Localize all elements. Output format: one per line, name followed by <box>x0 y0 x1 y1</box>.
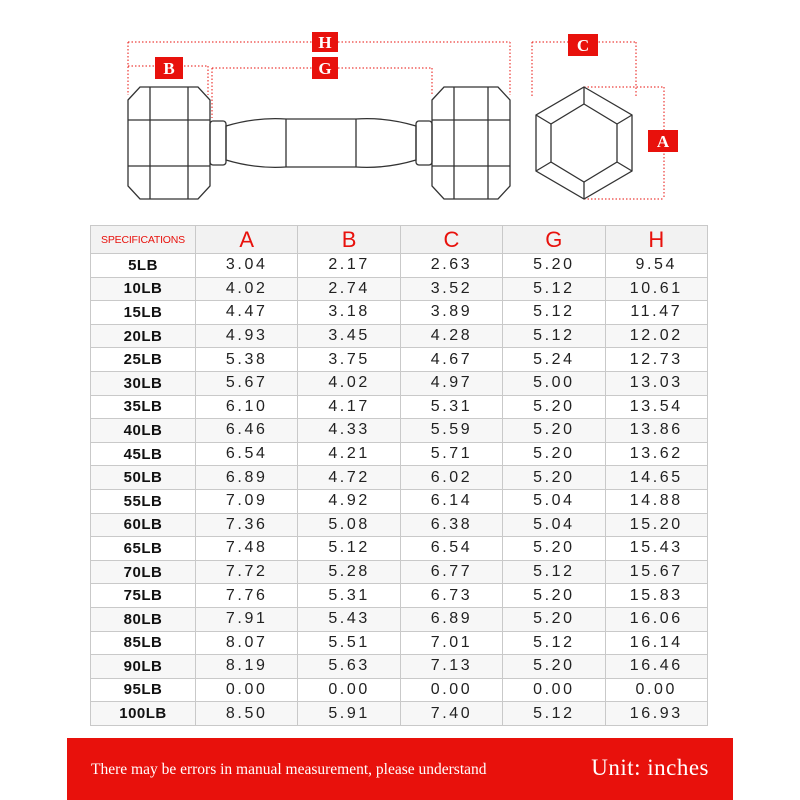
value-cell-h: 14.65 <box>605 466 707 490</box>
value-cell-a: 6.10 <box>196 395 298 419</box>
value-cell-c: 6.73 <box>400 584 502 608</box>
weight-cell: 65LB <box>91 537 196 561</box>
table-row <box>91 395 708 419</box>
value-cell-b: 4.33 <box>298 419 400 443</box>
weight-cell: 85LB <box>91 631 196 655</box>
value-cell-b: 5.28 <box>298 560 400 584</box>
dumbbell-handle <box>210 119 432 168</box>
svg-text:G: G <box>318 59 332 78</box>
value-cell-b: 2.74 <box>298 277 400 301</box>
value-cell-a: 7.76 <box>196 584 298 608</box>
value-cell-a: 3.04 <box>196 254 298 278</box>
value-cell-c: 7.40 <box>400 702 502 726</box>
table-row <box>91 254 708 278</box>
value-cell-h: 9.54 <box>605 254 707 278</box>
value-cell-c: 7.13 <box>400 655 502 679</box>
column-header-c: C <box>400 226 502 254</box>
table-row <box>91 655 708 679</box>
value-cell-g: 5.20 <box>503 442 605 466</box>
table-row <box>91 277 708 301</box>
column-header-g: G <box>503 226 605 254</box>
table-row <box>91 301 708 325</box>
value-cell-h: 16.46 <box>605 655 707 679</box>
value-cell-a: 7.91 <box>196 607 298 631</box>
svg-text:H: H <box>318 33 332 52</box>
table-row <box>91 419 708 443</box>
value-cell-a: 6.46 <box>196 419 298 443</box>
table-row <box>91 324 708 348</box>
value-cell-h: 12.73 <box>605 348 707 372</box>
table-row <box>91 537 708 561</box>
value-cell-b: 4.17 <box>298 395 400 419</box>
value-cell-c: 5.71 <box>400 442 502 466</box>
value-cell-b: 0.00 <box>298 678 400 702</box>
column-header-b: B <box>298 226 400 254</box>
value-cell-g: 5.20 <box>503 537 605 561</box>
value-cell-g: 5.12 <box>503 560 605 584</box>
value-cell-h: 16.06 <box>605 607 707 631</box>
value-cell-g: 5.04 <box>503 489 605 513</box>
value-cell-h: 0.00 <box>605 678 707 702</box>
weight-cell: 10LB <box>91 277 196 301</box>
weight-cell: 30LB <box>91 371 196 395</box>
specifications-header: SPECIFICATIONS <box>91 226 196 254</box>
value-cell-a: 5.38 <box>196 348 298 372</box>
value-cell-c: 5.59 <box>400 419 502 443</box>
value-cell-a: 8.50 <box>196 702 298 726</box>
label-tag-a <box>648 130 678 152</box>
value-cell-a: 4.02 <box>196 277 298 301</box>
table-row <box>91 513 708 537</box>
value-cell-b: 5.63 <box>298 655 400 679</box>
value-cell-g: 5.00 <box>503 371 605 395</box>
value-cell-a: 5.67 <box>196 371 298 395</box>
value-cell-g: 0.00 <box>503 678 605 702</box>
value-cell-a: 4.93 <box>196 324 298 348</box>
value-cell-h: 15.83 <box>605 584 707 608</box>
dumbbell-diagram <box>0 0 800 215</box>
svg-text:C: C <box>576 36 590 55</box>
weight-cell: 80LB <box>91 607 196 631</box>
value-cell-g: 5.20 <box>503 466 605 490</box>
value-cell-c: 6.14 <box>400 489 502 513</box>
value-cell-b: 5.43 <box>298 607 400 631</box>
value-cell-a: 0.00 <box>196 678 298 702</box>
value-cell-b: 2.17 <box>298 254 400 278</box>
value-cell-b: 3.18 <box>298 301 400 325</box>
right-dumbbell-head <box>432 87 510 199</box>
value-cell-b: 5.51 <box>298 631 400 655</box>
value-cell-h: 15.20 <box>605 513 707 537</box>
value-cell-a: 7.48 <box>196 537 298 561</box>
weight-cell: 90LB <box>91 655 196 679</box>
value-cell-g: 5.20 <box>503 607 605 631</box>
value-cell-h: 10.61 <box>605 277 707 301</box>
left-dumbbell-head <box>128 87 210 199</box>
value-cell-b: 4.02 <box>298 371 400 395</box>
table-row <box>91 466 708 490</box>
value-cell-g: 5.12 <box>503 301 605 325</box>
value-cell-g: 5.12 <box>503 631 605 655</box>
table-row <box>91 489 708 513</box>
value-cell-a: 7.09 <box>196 489 298 513</box>
value-cell-h: 13.86 <box>605 419 707 443</box>
value-cell-g: 5.20 <box>503 395 605 419</box>
value-cell-g: 5.12 <box>503 702 605 726</box>
table-row <box>91 584 708 608</box>
label-tag-b <box>155 57 183 79</box>
value-cell-c: 3.89 <box>400 301 502 325</box>
hex-end-view <box>536 87 632 199</box>
value-cell-b: 4.92 <box>298 489 400 513</box>
value-cell-c: 4.97 <box>400 371 502 395</box>
value-cell-h: 15.43 <box>605 537 707 561</box>
value-cell-c: 3.52 <box>400 277 502 301</box>
table-body <box>91 254 708 726</box>
weight-cell: 50LB <box>91 466 196 490</box>
value-cell-g: 5.20 <box>503 254 605 278</box>
value-cell-g: 5.20 <box>503 584 605 608</box>
value-cell-h: 13.62 <box>605 442 707 466</box>
unit-label: Unit: inches <box>591 755 709 780</box>
value-cell-c: 4.28 <box>400 324 502 348</box>
value-cell-b: 5.31 <box>298 584 400 608</box>
value-cell-g: 5.12 <box>503 324 605 348</box>
weight-cell: 45LB <box>91 442 196 466</box>
table-row <box>91 678 708 702</box>
value-cell-c: 6.38 <box>400 513 502 537</box>
specifications-table <box>90 225 708 726</box>
svg-text:A: A <box>656 132 670 151</box>
value-cell-a: 8.07 <box>196 631 298 655</box>
label-tag-h <box>312 32 338 52</box>
value-cell-h: 12.02 <box>605 324 707 348</box>
weight-cell: 40LB <box>91 419 196 443</box>
weight-cell: 100LB <box>91 702 196 726</box>
weight-cell: 55LB <box>91 489 196 513</box>
label-tag-c <box>568 34 598 56</box>
table-row <box>91 607 708 631</box>
value-cell-h: 16.93 <box>605 702 707 726</box>
weight-cell: 15LB <box>91 301 196 325</box>
value-cell-h: 13.03 <box>605 371 707 395</box>
weight-cell: 60LB <box>91 513 196 537</box>
svg-text:B: B <box>163 59 175 78</box>
value-cell-c: 6.02 <box>400 466 502 490</box>
value-cell-b: 5.08 <box>298 513 400 537</box>
table-header-row <box>91 226 708 254</box>
table-row <box>91 631 708 655</box>
value-cell-a: 7.36 <box>196 513 298 537</box>
column-header-a: A <box>196 226 298 254</box>
value-cell-h: 14.88 <box>605 489 707 513</box>
value-cell-c: 0.00 <box>400 678 502 702</box>
footer-banner <box>67 738 733 800</box>
value-cell-a: 6.54 <box>196 442 298 466</box>
value-cell-g: 5.04 <box>503 513 605 537</box>
weight-cell: 5LB <box>91 254 196 278</box>
value-cell-g: 5.24 <box>503 348 605 372</box>
value-cell-g: 5.20 <box>503 655 605 679</box>
value-cell-b: 3.75 <box>298 348 400 372</box>
value-cell-c: 4.67 <box>400 348 502 372</box>
value-cell-b: 3.45 <box>298 324 400 348</box>
value-cell-b: 4.21 <box>298 442 400 466</box>
value-cell-c: 6.89 <box>400 607 502 631</box>
weight-cell: 25LB <box>91 348 196 372</box>
value-cell-h: 11.47 <box>605 301 707 325</box>
measurement-disclaimer: There may be errors in manual measurement, please understand <box>91 761 487 778</box>
value-cell-a: 8.19 <box>196 655 298 679</box>
weight-cell: 95LB <box>91 678 196 702</box>
value-cell-h: 13.54 <box>605 395 707 419</box>
value-cell-g: 5.20 <box>503 419 605 443</box>
value-cell-b: 5.12 <box>298 537 400 561</box>
table-row <box>91 442 708 466</box>
value-cell-a: 6.89 <box>196 466 298 490</box>
value-cell-a: 7.72 <box>196 560 298 584</box>
value-cell-c: 2.63 <box>400 254 502 278</box>
value-cell-c: 5.31 <box>400 395 502 419</box>
value-cell-c: 7.01 <box>400 631 502 655</box>
table-row <box>91 560 708 584</box>
value-cell-b: 5.91 <box>298 702 400 726</box>
column-header-h: H <box>605 226 707 254</box>
label-tag-g <box>312 57 338 79</box>
weight-cell: 70LB <box>91 560 196 584</box>
table-row <box>91 348 708 372</box>
value-cell-c: 6.77 <box>400 560 502 584</box>
value-cell-c: 6.54 <box>400 537 502 561</box>
weight-cell: 20LB <box>91 324 196 348</box>
value-cell-g: 5.12 <box>503 277 605 301</box>
value-cell-b: 4.72 <box>298 466 400 490</box>
weight-cell: 35LB <box>91 395 196 419</box>
table-row <box>91 371 708 395</box>
weight-cell: 75LB <box>91 584 196 608</box>
value-cell-h: 15.67 <box>605 560 707 584</box>
value-cell-h: 16.14 <box>605 631 707 655</box>
value-cell-a: 4.47 <box>196 301 298 325</box>
table-row <box>91 702 708 726</box>
